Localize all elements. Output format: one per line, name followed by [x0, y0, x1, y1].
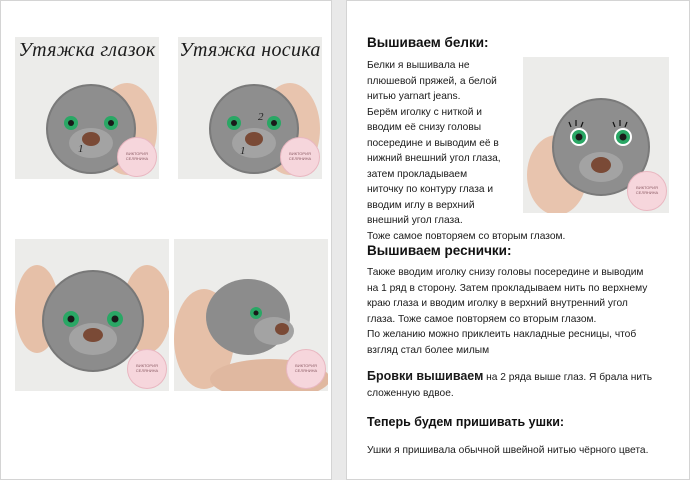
- left-page: [0, 0, 332, 480]
- step-number: 1: [78, 143, 84, 155]
- photo-head-front: [15, 239, 169, 391]
- section-heading-eyelashes: Вышиваем реснички:: [367, 243, 512, 258]
- watermark-stamp: ВИКТОРИЯ СЕЛЯНИНА: [627, 171, 667, 211]
- section-heading-ears: Теперь будем пришивать ушки:: [367, 415, 565, 429]
- photo-caption: Утяжка носика: [179, 39, 321, 61]
- section-text-eyelashes: Также вводим иголку снизу головы посередине и выводим на 1 ряд в сторону. Затем прокладываем нить по верхнему краю глаза и вводим иголку в верхний внутренний угол глаза. Тоже самое повторяем со вторым глазом. По желанию можно приклеить накладные ресницы, чтоб взгляд стал более милым: [367, 267, 648, 356]
- watermark-stamp: ВИКТОРИЯ СЕЛЯНИНА: [286, 349, 326, 389]
- watermark-stamp: ВИКТОРИЯ СЕЛЯНИНА: [280, 137, 320, 177]
- section-heading-eyebrows: Бровки вышиваем: [367, 369, 484, 383]
- right-page: [346, 0, 690, 480]
- section-heading-whites: Вышиваем белки:: [367, 35, 489, 50]
- step-number: 1: [240, 145, 246, 157]
- photo-embroidered-eyes: [523, 57, 669, 213]
- watermark-stamp: ВИКТОРИЯ СЕЛЯНИНА: [117, 137, 157, 177]
- photo-caption: Утяжка глазок: [18, 39, 156, 61]
- section-text-eyebrows: Бровки вышиваем на 2 ряда выше глаз. Я брала нить сложенную вдвое.: [367, 369, 653, 399]
- section-text-ears: Ушки я пришивала обычной швейной нитью чёрного цвета.: [367, 445, 649, 456]
- photo-eye-tightening: [15, 37, 159, 179]
- step-number: 2: [258, 111, 264, 123]
- photo-head-side: [174, 239, 328, 391]
- section-text-whites: Белки я вышивала не плюшевой пряжей, а белой нитью yarnart jeans. Берём иголку с ниткой и вводим её снизу головы посередине и выводим её в нижний внешний угол глаза, затем прокладываем ниточку по контуру глаза и вводим иглу в верхний внешний угол глаза. Тоже самое повторяем со вторым глазом.: [367, 60, 566, 242]
- photo-nose-tightening: [178, 37, 322, 179]
- watermark-stamp: ВИКТОРИЯ СЕЛЯНИНА: [127, 349, 167, 389]
